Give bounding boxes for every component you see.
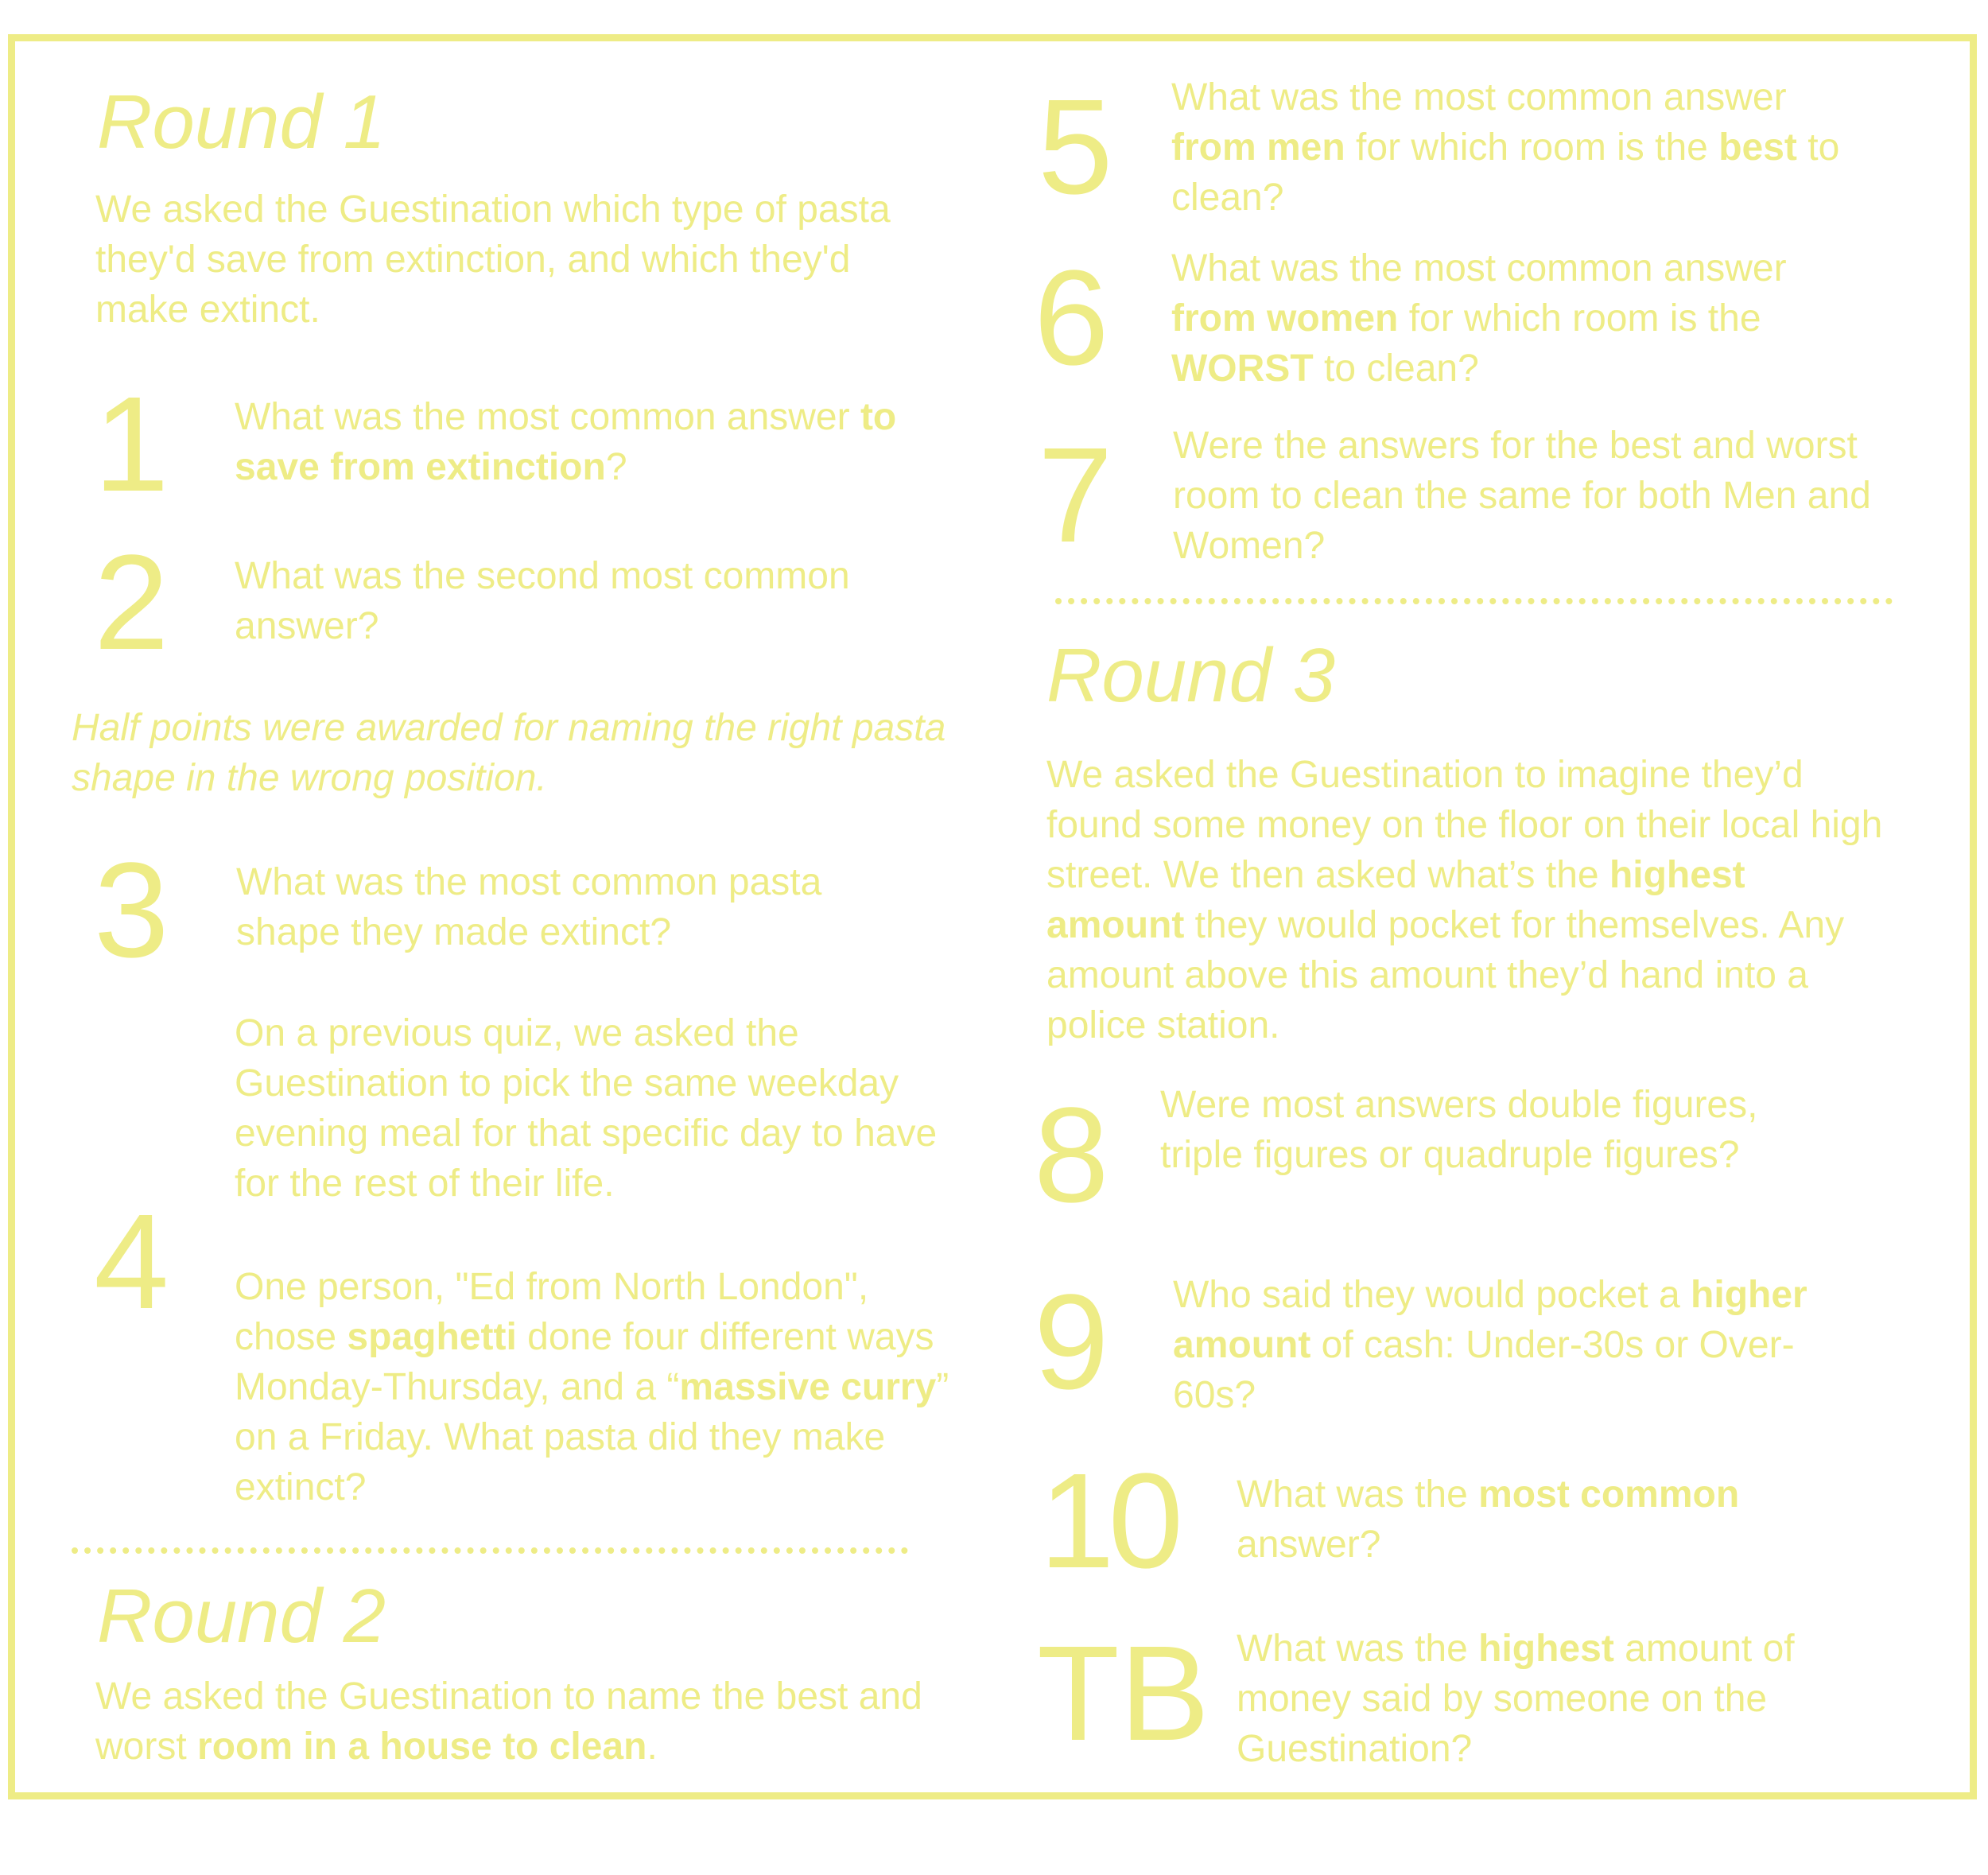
round-1-title: Round 1 — [97, 80, 386, 165]
question-number-9: 9 — [1034, 1267, 1109, 1418]
question-number-2: 2 — [94, 527, 169, 678]
question-number-6: 6 — [1034, 243, 1109, 394]
round-3-intro: We asked the Guestination to imagine they’d found some money on the floor on their local high street. We then asked what’s the highest amount they would pocket for themselves. Any amount above this amount they’d hand into a police station. — [1046, 754, 1883, 1046]
tiebreaker-label: TB — [1037, 1618, 1210, 1769]
question-6-text: What was the most common answer from women for which room is the WORST to clean? — [1171, 247, 1787, 390]
round-3-title: Round 3 — [1046, 633, 1335, 718]
question-5-text: What was the most common answer from men for which room is the best to clean? — [1171, 76, 1840, 219]
question-number-10: 10 — [1039, 1446, 1178, 1597]
question-4-context: On a previous quiz, we asked the Guestination to pick the same weekday evening meal for that specific day to have for the rest of their life. — [235, 1012, 938, 1205]
question-4-text: One person, "Ed from North London", chose spaghetti done four different ways Monday-Thursday, and a “massive curry” on a Friday. What pasta did they make extinct? — [235, 1266, 949, 1508]
question-number-1: 1 — [94, 369, 169, 520]
half-points-note: Half points were awarded for naming the right pasta shape in the wrong position. — [72, 707, 946, 799]
question-1-text: What was the most common answer to save from extinction? — [235, 396, 897, 488]
dotted-divider-left — [72, 1547, 908, 1554]
question-number-5: 5 — [1038, 72, 1113, 223]
tiebreaker-text: What was the highest amount of money said by someone on the Guestination? — [1237, 1628, 1795, 1770]
question-10-text: What was the most common answer? — [1237, 1473, 1740, 1566]
question-2-text: What was the second most common answer? — [235, 555, 850, 647]
question-number-4: 4 — [94, 1186, 169, 1337]
round-1-intro: We asked the Guestination which type of pasta they'd save from extinction, and which they'd make extinct. — [95, 188, 891, 331]
question-number-7: 7 — [1038, 420, 1113, 571]
question-3-text: What was the most common pasta shape they made extinct? — [236, 861, 822, 953]
round-2-intro: We asked the Guestination to name the best and worst room in a house to clean. — [95, 1675, 922, 1768]
round-2-title: Round 2 — [97, 1574, 386, 1659]
dotted-divider-right — [1055, 598, 1893, 604]
question-7-text: Were the answers for the best and worst room to clean the same for both Men and Women? — [1173, 425, 1871, 567]
question-number-3: 3 — [94, 835, 169, 986]
question-9-text: Who said they would pocket a higher amount of cash: Under-30s or Over-60s? — [1173, 1274, 1807, 1416]
question-8-text: Were most answers double figures, triple figures or quadruple figures? — [1160, 1084, 1758, 1176]
question-number-8: 8 — [1034, 1080, 1109, 1231]
